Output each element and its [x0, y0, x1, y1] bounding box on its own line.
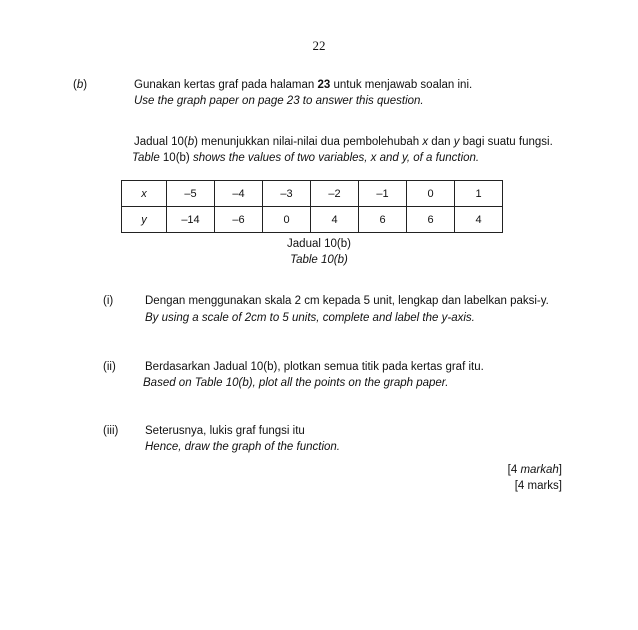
description-malay	[134, 136, 553, 148]
table-row-y	[122, 207, 503, 233]
table-cell: –3	[263, 181, 311, 207]
description-english-pre: Table	[132, 152, 163, 164]
sub-question-ii-english: Based on Table 10(b), plot all the points on the graph paper.	[143, 377, 449, 389]
table-cell: 6	[359, 207, 407, 233]
instruction-malay-page: 23	[317, 79, 331, 91]
description-english	[132, 152, 479, 164]
table-header-y: y	[122, 207, 167, 233]
sub-question-i-malay: Dengan menggunakan skala 2 cm kepada 5 unit, lengkap dan labelkan paksi-y.	[145, 295, 549, 307]
description-malay-x: x	[422, 136, 429, 148]
table-cell: –1	[359, 181, 407, 207]
marks-malay-open: [4	[507, 464, 521, 476]
sub-question-ii-malay: Berdasarkan Jadual 10(b), plotkan semua titik pada kertas graf itu.	[145, 361, 484, 373]
table-cell: –14	[167, 207, 215, 233]
marks-malay-word: markah	[520, 464, 559, 476]
description-malay-b: b	[187, 136, 195, 148]
table-cell: 4	[311, 207, 359, 233]
sub-question-iii-english: Hence, draw the graph of the function.	[145, 441, 340, 453]
description-malay-pre: Jadual 10(	[134, 136, 188, 148]
table-header-x: x	[122, 181, 167, 207]
sub-question-ii-number: (ii)	[103, 361, 116, 373]
sub-question-iii-malay: Seterusnya, lukis graf fungsi itu	[145, 425, 305, 437]
sub-question-i-number: (i)	[103, 295, 114, 307]
description-malay-y: y	[453, 136, 460, 148]
instruction-malay-pre: Gunakan kertas graf pada halaman	[134, 79, 318, 91]
description-malay-mid: ) menunjukkan nilai-nilai dua pembolehubah	[194, 136, 423, 148]
description-english-post: shows the values of two variables, x and y, of a function.	[189, 152, 480, 164]
instruction-english: Use the graph paper on page 23 to answer this question.	[134, 95, 424, 107]
table-row-x	[122, 181, 503, 207]
part-b-letter: b	[76, 79, 84, 91]
part-b-open: (	[73, 79, 77, 91]
table-cell: 0	[407, 181, 455, 207]
table-caption-malay: Jadual 10(b)	[287, 238, 351, 250]
table-cell: –6	[215, 207, 263, 233]
page-number: 22	[312, 38, 326, 53]
part-b-label	[73, 79, 87, 91]
table-cell: 4	[455, 207, 503, 233]
instruction-malay	[134, 79, 472, 91]
description-english-num: 10(b)	[162, 152, 190, 164]
table-cell: 6	[407, 207, 455, 233]
marks-malay-close: ]	[558, 464, 562, 476]
description-malay-end: bagi suatu fungsi.	[459, 136, 553, 148]
table-cell: –5	[167, 181, 215, 207]
marks-english: [4 marks]	[514, 480, 562, 492]
table-cell: –2	[311, 181, 359, 207]
sub-question-i-english: By using a scale of 2cm to 5 units, complete and label the y-axis.	[145, 312, 475, 324]
part-b-close: )	[83, 79, 88, 91]
table-cell: 0	[263, 207, 311, 233]
table-cell: 1	[455, 181, 503, 207]
table-cell: –4	[215, 181, 263, 207]
table-caption-english: Table 10(b)	[290, 254, 348, 266]
values-table	[121, 180, 503, 233]
description-malay-dan: dan	[428, 136, 454, 148]
sub-question-iii-number: (iii)	[103, 425, 119, 437]
marks-malay	[508, 464, 562, 476]
instruction-malay-post: untuk menjawab soalan ini.	[330, 79, 473, 91]
